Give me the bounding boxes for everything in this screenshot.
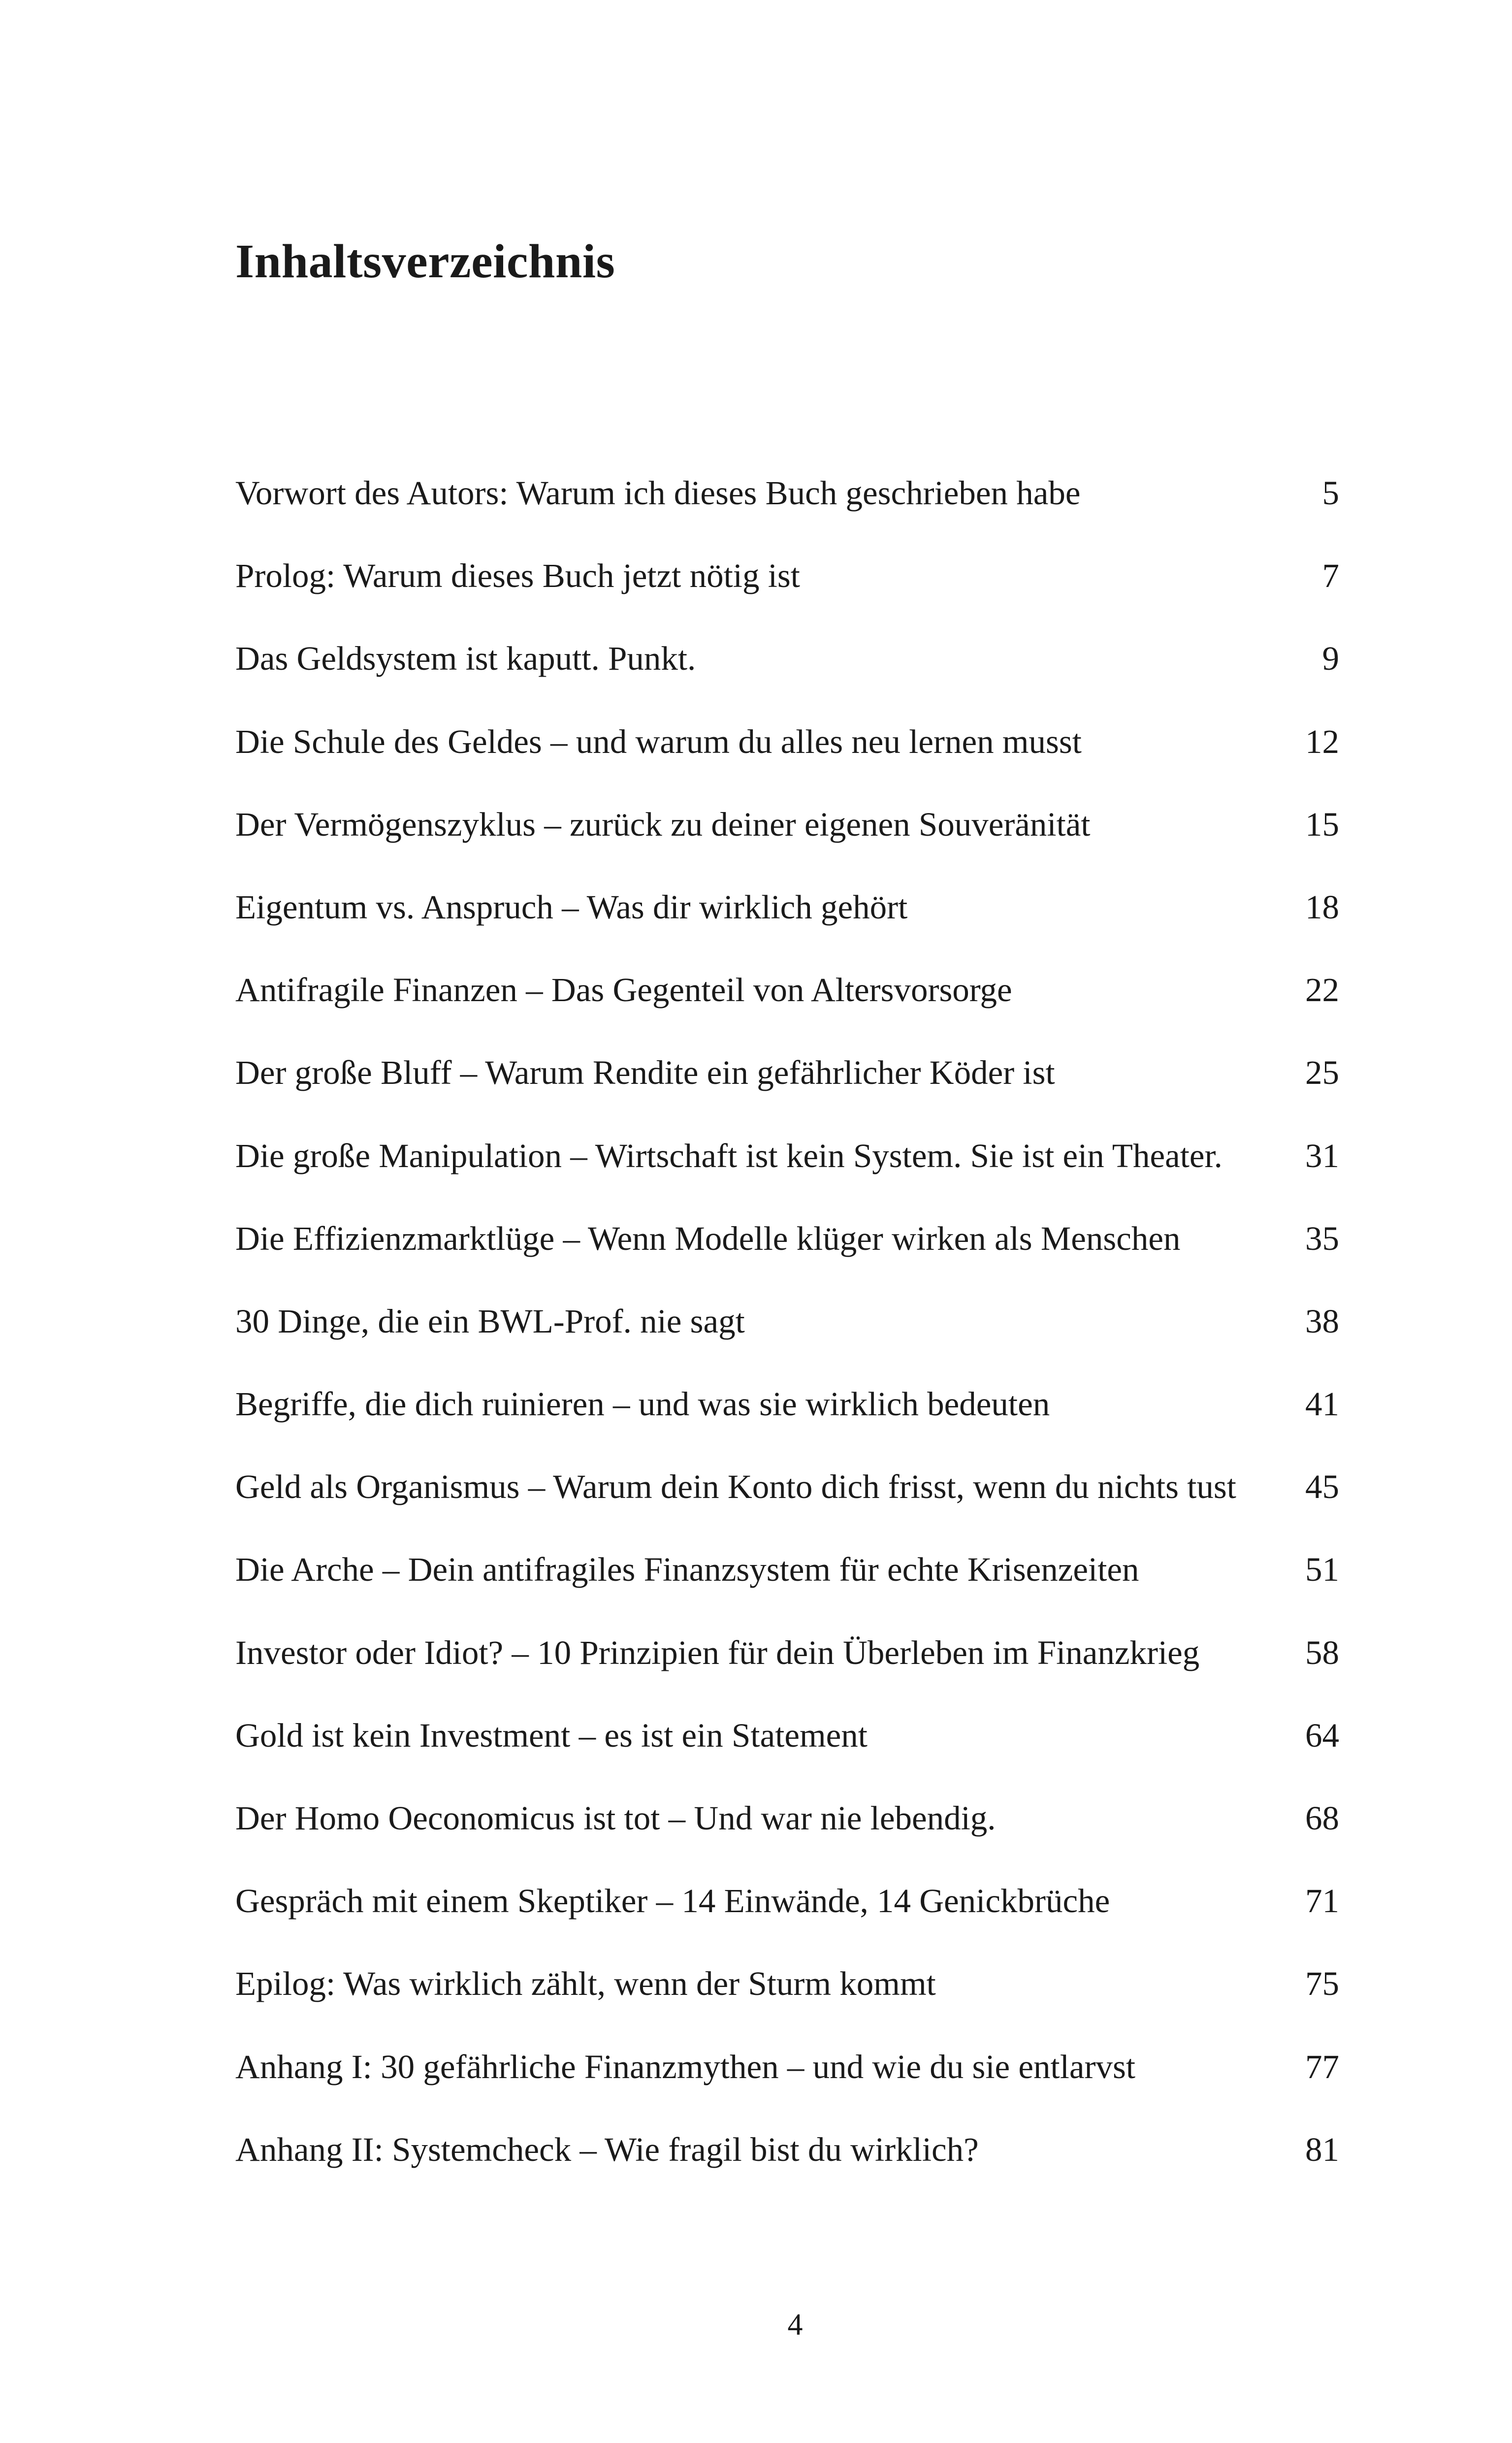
toc-entry-title: Gold ist kein Investment – es ist ein Statement <box>235 1716 868 1754</box>
toc-entry <box>235 1379 1339 1462</box>
toc-entry-title: Anhang I: 30 gefährliche Finanzmythen – und wie du sie entlarvst <box>235 2048 1136 2085</box>
toc-entry <box>235 1131 1339 1214</box>
toc-entry-page: 38 <box>1305 1302 1339 1340</box>
toc-entry-title: Epilog: Was wirklich zählt, wenn der Sturm kommt <box>235 1965 936 2003</box>
page-number: 4 <box>787 2308 803 2342</box>
toc-entry-title: Investor oder Idiot? – 10 Prinzipien für dein Überleben im Finanzkrieg <box>235 1633 1200 1671</box>
toc-entry <box>235 1793 1339 1876</box>
toc-entry-title: 30 Dinge, die ein BWL-Prof. nie sagt <box>235 1302 745 1340</box>
toc-entry-page: 75 <box>1305 1965 1339 2003</box>
toc-entry <box>235 1711 1339 1793</box>
toc-entry-page: 25 <box>1305 1054 1339 1092</box>
toc-entry <box>235 882 1339 965</box>
toc-entry-title: Anhang II: Systemcheck – Wie fragil bist du wirklich? <box>235 2130 979 2168</box>
toc-entry-title: Die Schule des Geldes – und warum du alles neu lernen musst <box>235 722 1082 760</box>
toc-entry <box>235 468 1339 551</box>
toc-entry-page: 15 <box>1305 805 1339 843</box>
toc-entry-title: Der Vermögenszyklus – zurück zu deiner eigenen Souveränität <box>235 805 1091 843</box>
toc-entry-title: Die Effizienzmarktlüge – Wenn Modelle klüger wirken als Menschen <box>235 1219 1181 1257</box>
toc-entry-title: Das Geldsystem ist kaputt. Punkt. <box>235 640 696 678</box>
toc-entry-page: 45 <box>1305 1468 1339 1506</box>
toc-entry-title: Der große Bluff – Warum Rendite ein gefährlicher Köder ist <box>235 1054 1055 1092</box>
toc-entry-page: 35 <box>1305 1219 1339 1257</box>
toc-entry <box>235 800 1339 882</box>
toc-entry <box>235 1545 1339 1628</box>
toc-entry <box>235 1876 1339 1959</box>
toc-entry-page: 64 <box>1305 1716 1339 1754</box>
toc-entry-title: Der Homo Oeconomicus ist tot – Und war nie lebendig. <box>235 1799 996 1837</box>
toc-entry-title: Eigentum vs. Anspruch – Was dir wirklich gehört <box>235 888 908 926</box>
toc-entry-page: 7 <box>1322 557 1339 595</box>
toc-entry-title: Begriffe, die dich ruinieren – und was sie wirklich bedeuten <box>235 1385 1050 1423</box>
toc-entry-page: 18 <box>1305 888 1339 926</box>
toc-entry-title: Gespräch mit einem Skeptiker – 14 Einwände, 14 Genickbrüche <box>235 1882 1110 1920</box>
toc-entry-title: Antifragile Finanzen – Das Gegenteil von Altersvorsorge <box>235 971 1012 1009</box>
toc-entry <box>235 1297 1339 1379</box>
toc-entry <box>235 1048 1339 1131</box>
toc-entry-page: 77 <box>1305 2048 1339 2085</box>
toc-entry <box>235 965 1339 1048</box>
toc-entry-title: Prolog: Warum dieses Buch jetzt nötig ist <box>235 557 800 595</box>
toc-entry-page: 5 <box>1322 474 1339 512</box>
toc-entry <box>235 1628 1339 1711</box>
toc-entry <box>235 717 1339 800</box>
toc-entry-page: 31 <box>1305 1137 1339 1174</box>
toc-entry <box>235 2042 1339 2125</box>
toc-entry-page: 9 <box>1322 640 1339 678</box>
toc-entry-page: 81 <box>1305 2130 1339 2168</box>
toc-entry-page: 68 <box>1305 1799 1339 1837</box>
toc-entry-title: Vorwort des Autors: Warum ich dieses Buch geschrieben habe <box>235 474 1081 512</box>
toc-entry-title: Die Arche – Dein antifragiles Finanzsystem für echte Krisenzeiten <box>235 1551 1139 1589</box>
toc-entry <box>235 2125 1339 2208</box>
toc-entry-page: 51 <box>1305 1551 1339 1589</box>
page-title: Inhaltsverzeichnis <box>235 235 615 288</box>
toc-entry-page: 12 <box>1305 722 1339 760</box>
toc-entry <box>235 1959 1339 2042</box>
toc-entry-page: 41 <box>1305 1385 1339 1423</box>
toc-entry <box>235 551 1339 634</box>
toc-entry <box>235 1462 1339 1545</box>
table-of-contents <box>235 468 1339 2208</box>
toc-entry-title: Die große Manipulation – Wirtschaft ist kein System. Sie ist ein Theater. <box>235 1137 1222 1174</box>
toc-entry-title: Geld als Organismus – Warum dein Konto dich frisst, wenn du nichts tust <box>235 1468 1236 1506</box>
toc-entry <box>235 1214 1339 1297</box>
toc-entry-page: 71 <box>1305 1882 1339 1920</box>
toc-entry-page: 22 <box>1305 971 1339 1009</box>
toc-entry <box>235 634 1339 717</box>
toc-entry-page: 58 <box>1305 1633 1339 1671</box>
